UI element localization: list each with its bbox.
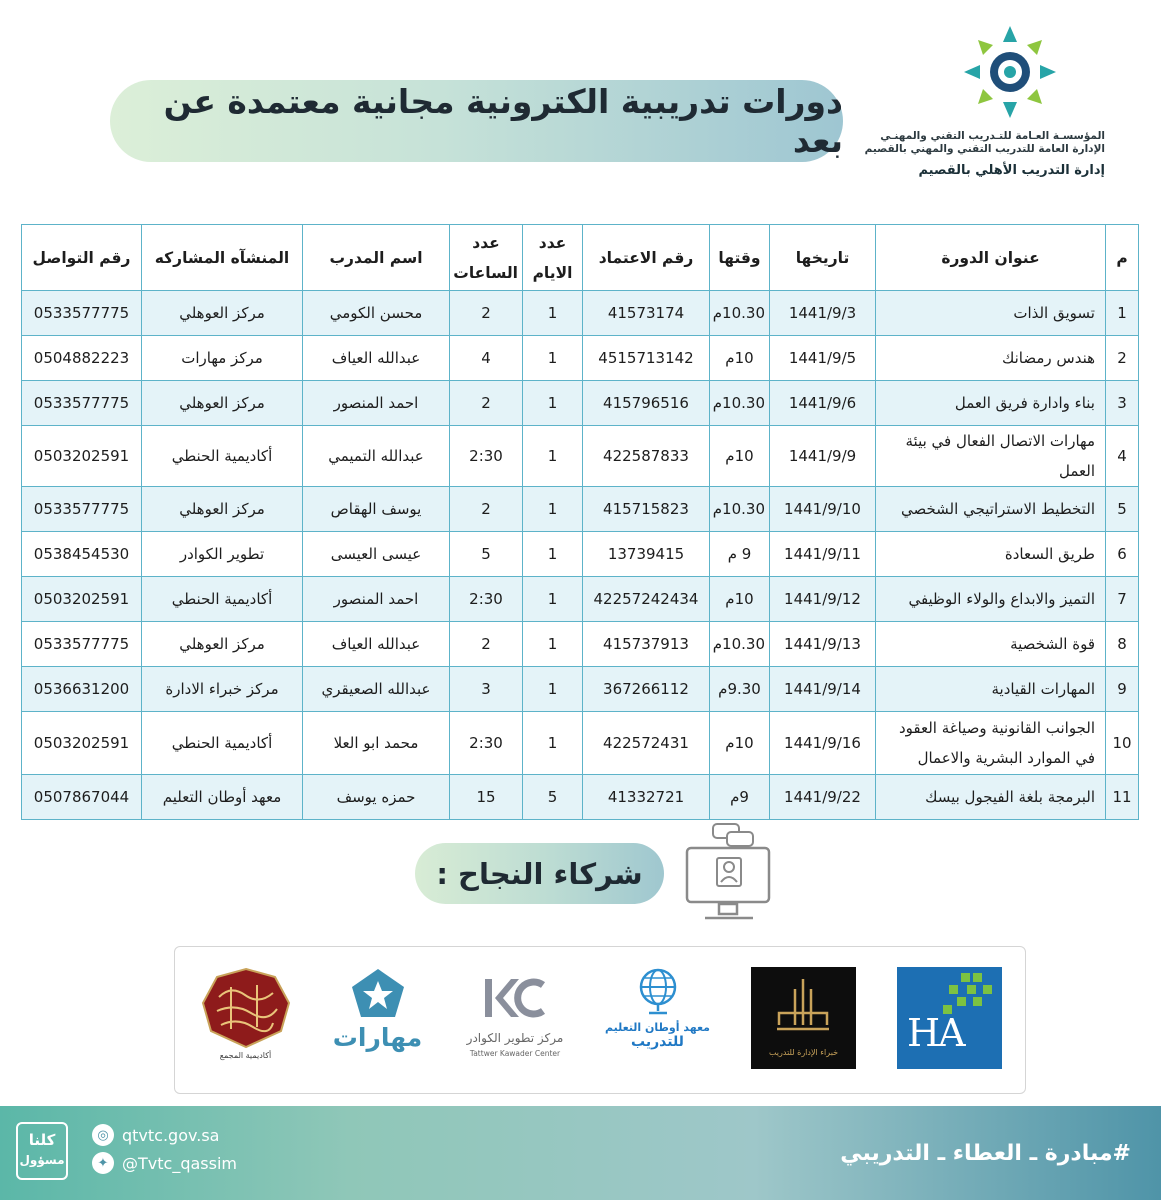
cell-title: الجوانب القانونية وصياغة العقود في الموارد البشرية والاعمال	[876, 712, 1106, 775]
cell-accreditation: 41573174	[583, 291, 710, 336]
partners-heading: شركاء النجاح :	[415, 843, 664, 904]
academy-caption: أكاديمية المجمع	[219, 1051, 272, 1060]
twitter-icon: ✦	[92, 1152, 114, 1174]
cell-time: 10م	[710, 336, 770, 381]
partner-logo-academy-seal	[193, 967, 298, 1069]
cell-phone: 0533577775	[22, 381, 142, 426]
cell-title: مهارات الاتصال الفعال في بيئة العمل	[876, 426, 1106, 487]
cell-facility: مركز العوهلي	[142, 622, 303, 667]
col-header-hours	[450, 225, 523, 291]
cell-days: 1	[523, 667, 583, 712]
cell-phone: 0533577775	[22, 291, 142, 336]
cell-trainer: عيسى العيسى	[303, 532, 450, 577]
partner-logo-awtan	[605, 967, 710, 1069]
table-row	[22, 487, 1139, 532]
cell-time: 10.30م	[710, 291, 770, 336]
cell-trainer: محسن الكومي	[303, 291, 450, 336]
cell-title: بناء وادارة فريق العمل	[876, 381, 1106, 426]
cell-time: 10م	[710, 577, 770, 622]
cell-title: تسويق الذات	[876, 291, 1106, 336]
cell-date: 1441/9/14	[770, 667, 876, 712]
cell-phone: 0503202591	[22, 426, 142, 487]
cell-facility: معهد أوطان التعليم	[142, 775, 303, 820]
org-line-2: الإدارة العامة للتدريب التقني والمهني بالقصيم	[864, 143, 1105, 155]
cell-days: 1	[523, 532, 583, 577]
cell-accreditation: 13739415	[583, 532, 710, 577]
cell-days: 1	[523, 622, 583, 667]
ha-text: HA	[907, 1011, 964, 1055]
col-header-num: م	[1106, 225, 1139, 291]
cell-num: 11	[1106, 775, 1139, 820]
cell-days: 1	[523, 336, 583, 381]
globe-icon	[635, 967, 681, 1017]
cell-accreditation: 41332721	[583, 775, 710, 820]
web-icon: ◎	[92, 1124, 114, 1146]
cell-facility: أكاديمية الحنطي	[142, 426, 303, 487]
cell-num: 2	[1106, 336, 1139, 381]
cell-time: 10.30م	[710, 622, 770, 667]
cell-date: 1441/9/16	[770, 712, 876, 775]
cell-time: 10م	[710, 426, 770, 487]
cell-days: 1	[523, 426, 583, 487]
org-line-3: إدارة التدريب الأهلي بالقصيم	[918, 163, 1105, 178]
cell-trainer: عبدالله العياف	[303, 622, 450, 667]
cell-trainer: عبدالله العياف	[303, 336, 450, 381]
cell-hours: 3	[450, 667, 523, 712]
col-header-accreditation: رقم الاعتماد	[583, 225, 710, 291]
cell-title: هندس رمضانك	[876, 336, 1106, 381]
cell-facility: مركز مهارات	[142, 336, 303, 381]
cell-facility: مركز خبراء الادارة	[142, 667, 303, 712]
page-title: دورات تدريبية الكترونية مجانية معتمدة عن بعد	[110, 80, 843, 162]
cell-days: 1	[523, 712, 583, 775]
table-header-row	[22, 225, 1139, 291]
cell-phone: 0507867044	[22, 775, 142, 820]
cell-date: 1441/9/12	[770, 577, 876, 622]
cell-date: 1441/9/13	[770, 622, 876, 667]
cell-hours: 2:30	[450, 577, 523, 622]
kawader-english: Tattwer Kawader Center	[469, 1049, 561, 1058]
col-header-phone: رقم التواصل	[22, 225, 142, 291]
maharat-name: مهارات	[332, 1023, 423, 1052]
hashtag-text: #مبادرة ـ العطاء ـ التدريبي	[840, 1141, 1131, 1166]
website-text: qtvtc.gov.sa	[122, 1125, 220, 1145]
cell-accreditation: 415715823	[583, 487, 710, 532]
cell-num: 7	[1106, 577, 1139, 622]
cell-num: 10	[1106, 712, 1139, 775]
cell-title: قوة الشخصية	[876, 622, 1106, 667]
col-header-trainer: اسم المدرب	[303, 225, 450, 291]
cell-hours: 2	[450, 487, 523, 532]
col-header-hours-line1: عدد	[472, 233, 500, 252]
courses-table	[21, 224, 1139, 820]
partner-logo-maharat	[325, 967, 430, 1069]
partner-logo-kawader	[460, 967, 570, 1069]
cell-num: 5	[1106, 487, 1139, 532]
partner-logos-panel	[174, 946, 1026, 1094]
computer-chat-icon	[683, 822, 779, 927]
cell-hours: 2:30	[450, 426, 523, 487]
cell-accreditation: 42257242434	[583, 577, 710, 622]
table-row	[22, 381, 1139, 426]
cell-title: المهارات القيادية	[876, 667, 1106, 712]
cell-date: 1441/9/3	[770, 291, 876, 336]
cell-phone: 0503202591	[22, 712, 142, 775]
cell-trainer: احمد المنصور	[303, 381, 450, 426]
cell-title: طريق السعادة	[876, 532, 1106, 577]
cell-time: 10.30م	[710, 381, 770, 426]
org-line-1: المؤسسـة العـامة للتـدريب التقني والمهنـي	[880, 130, 1105, 142]
cell-phone: 0533577775	[22, 487, 142, 532]
cell-num: 9	[1106, 667, 1139, 712]
org-name-block	[805, 130, 1105, 177]
kulluna-masool-badge	[16, 1122, 68, 1180]
cell-trainer: عبدالله الصعيقري	[303, 667, 450, 712]
cell-time: 10.30م	[710, 487, 770, 532]
cell-phone: 0536631200	[22, 667, 142, 712]
cell-hours: 2	[450, 622, 523, 667]
experts-emblem	[773, 977, 833, 1037]
col-header-time: وقتها	[710, 225, 770, 291]
cell-date: 1441/9/10	[770, 487, 876, 532]
cell-facility: مركز العوهلي	[142, 291, 303, 336]
cell-date: 1441/9/6	[770, 381, 876, 426]
cell-facility: أكاديمية الحنطي	[142, 712, 303, 775]
col-header-days-line2: الايام	[532, 263, 573, 282]
cell-days: 1	[523, 291, 583, 336]
cell-days: 1	[523, 487, 583, 532]
cell-date: 1441/9/22	[770, 775, 876, 820]
cell-accreditation: 415737913	[583, 622, 710, 667]
cell-title: التميز والابداع والولاء الوظيفي	[876, 577, 1106, 622]
cell-trainer: عبدالله التميمي	[303, 426, 450, 487]
cell-accreditation: 422587833	[583, 426, 710, 487]
cell-date: 1441/9/5	[770, 336, 876, 381]
cell-hours: 2:30	[450, 712, 523, 775]
table-row	[22, 622, 1139, 667]
table-row	[22, 426, 1139, 487]
cell-title: التخطيط الاستراتيجي الشخصي	[876, 487, 1106, 532]
cell-hours: 2	[450, 291, 523, 336]
col-header-facility: المنشآه المشاركه	[142, 225, 303, 291]
cell-accreditation: 415796516	[583, 381, 710, 426]
cell-accreditation: 367266112	[583, 667, 710, 712]
table-row	[22, 532, 1139, 577]
kulluna-line-2: مسؤول	[19, 1153, 65, 1167]
cell-hours: 15	[450, 775, 523, 820]
cell-hours: 5	[450, 532, 523, 577]
cell-days: 5	[523, 775, 583, 820]
kulluna-line-1: كلنا	[28, 1131, 56, 1149]
cell-trainer: محمد ابو العلا	[303, 712, 450, 775]
star-pentagon-icon	[349, 967, 407, 1021]
cell-phone: 0503202591	[22, 577, 142, 622]
table-row	[22, 577, 1139, 622]
col-header-date: تاريخها	[770, 225, 876, 291]
table-row	[22, 667, 1139, 712]
cell-time: 9 م	[710, 532, 770, 577]
twitter-handle: @Tvtc_qassim	[122, 1153, 237, 1173]
awtan-line-1: معهد أوطان التعليم	[605, 1021, 710, 1034]
awtan-line-2: للتدريب	[631, 1034, 684, 1050]
cell-date: 1441/9/9	[770, 426, 876, 487]
partner-logo-ha	[897, 967, 1002, 1069]
cell-num: 4	[1106, 426, 1139, 487]
footer-bar	[0, 1106, 1161, 1200]
cell-phone: 0533577775	[22, 622, 142, 667]
cell-title: البرمجة بلغة الفيجول بيسك	[876, 775, 1106, 820]
experts-caption: خبراء الإدارة للتدريب	[768, 1048, 839, 1057]
cell-time: 10م	[710, 712, 770, 775]
cell-hours: 4	[450, 336, 523, 381]
kawader-mark	[483, 975, 547, 1021]
cell-hours: 2	[450, 381, 523, 426]
col-header-title: عنوان الدورة	[876, 225, 1106, 291]
cell-phone: 0504882223	[22, 336, 142, 381]
kawader-arabic: مركز تطوير الكوادر	[466, 1031, 564, 1045]
cell-trainer: احمد المنصور	[303, 577, 450, 622]
cell-accreditation: 422572431	[583, 712, 710, 775]
table-row	[22, 291, 1139, 336]
table-row	[22, 336, 1139, 381]
cell-num: 1	[1106, 291, 1139, 336]
cell-facility: أكاديمية الحنطي	[142, 577, 303, 622]
cell-facility: مركز العوهلي	[142, 381, 303, 426]
website-link[interactable]	[92, 1124, 219, 1146]
col-header-days-line1: عدد	[538, 233, 567, 252]
cell-trainer: حمزه يوسف	[303, 775, 450, 820]
cell-num: 6	[1106, 532, 1139, 577]
cell-num: 3	[1106, 381, 1139, 426]
cell-phone: 0538454530	[22, 532, 142, 577]
cell-facility: مركز العوهلي	[142, 487, 303, 532]
twitter-link[interactable]	[92, 1152, 237, 1174]
col-header-days	[523, 225, 583, 291]
tvtc-logo-icon	[960, 22, 1060, 122]
cell-trainer: يوسف الهقاص	[303, 487, 450, 532]
cell-num: 8	[1106, 622, 1139, 667]
table-row	[22, 775, 1139, 820]
cell-date: 1441/9/11	[770, 532, 876, 577]
cell-time: 9م	[710, 775, 770, 820]
col-header-hours-line2: الساعات	[453, 263, 518, 282]
cell-time: 9.30م	[710, 667, 770, 712]
cell-accreditation: 4515713142	[583, 336, 710, 381]
cell-days: 1	[523, 381, 583, 426]
cell-facility: تطوير الكوادر	[142, 532, 303, 577]
partner-logo-management-experts	[751, 967, 856, 1069]
awtan-name	[605, 1021, 710, 1049]
table-row	[22, 712, 1139, 775]
cell-days: 1	[523, 577, 583, 622]
calligraphy-seal	[201, 967, 291, 1051]
